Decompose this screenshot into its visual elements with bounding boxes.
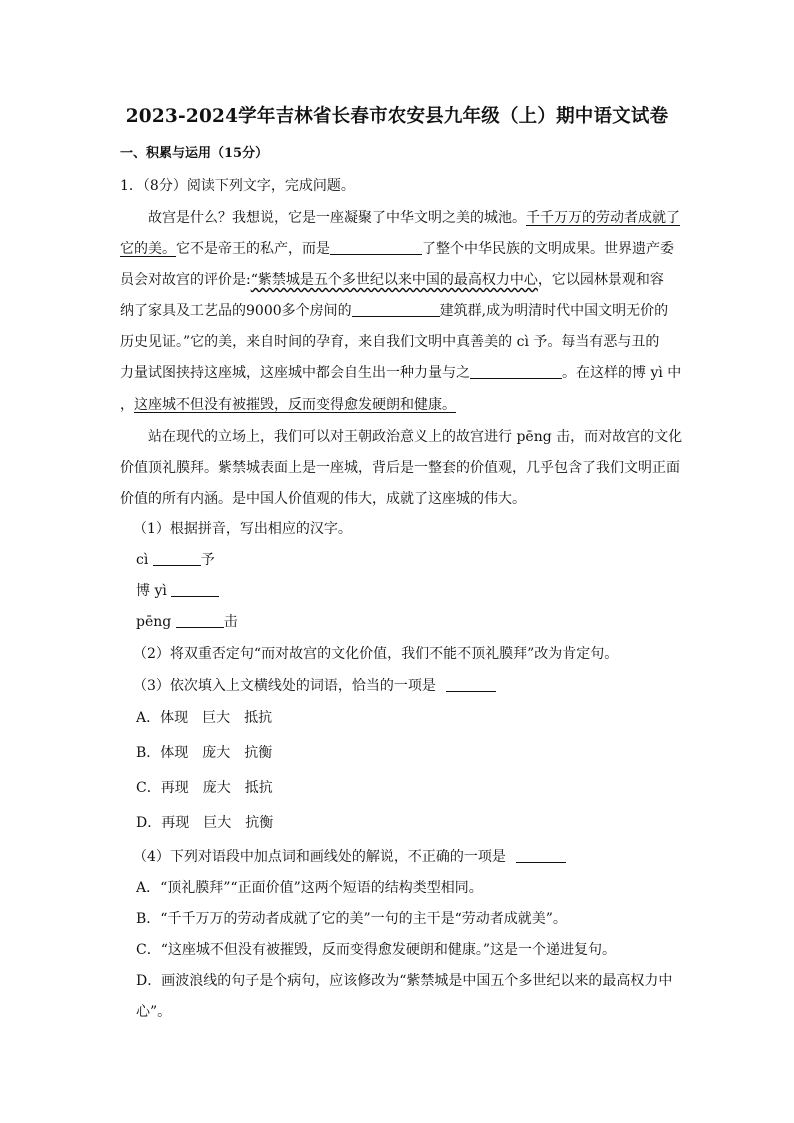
option-word: 体现 [160, 710, 189, 726]
answer-blank[interactable] [516, 847, 566, 863]
pinyin-item [136, 549, 215, 571]
option-a[interactable] [136, 707, 272, 729]
option-d-continued: 心”。 [136, 1004, 172, 1020]
passage-line [120, 362, 681, 384]
prompt-text: （4）下列对语段中加点词和画线处的解说，不正确的一项是 [133, 849, 506, 865]
underlined-text: 这座城不但没有被摧毁，反而变得愈发硬朗和健康。 [134, 397, 456, 413]
underlined-text: 它的美。 [120, 241, 176, 257]
pinyin-text: cì [136, 552, 149, 568]
pinyin-text: pēng [136, 614, 172, 630]
passage-text: 它不是帝王的私产，而是 [176, 241, 330, 257]
answer-blank[interactable] [171, 581, 219, 597]
option-word: 巨大 [202, 710, 231, 726]
passage-line [148, 207, 680, 229]
option-word: 再现 [160, 780, 189, 796]
passage-text: 故宫是什么？我想说，它是一座凝聚了中华文明之美的城池。 [148, 210, 526, 226]
passage-line [120, 300, 668, 322]
pinyin-text: 博 yì [136, 583, 167, 599]
option-word: 再现 [161, 815, 190, 831]
passage-text: 。在这样的博 yì 中 [562, 365, 682, 381]
section-heading: 一、积累与运用（15分） [120, 146, 269, 161]
wavy-underlined-text: “紫禁城是五个多世纪以来中国的最高权力中心 [250, 272, 538, 288]
passage-line: 价值顶礼膜拜。紫禁城表面上是一座城，背后是一整套的价值观，几乎包含了我们文明正面 [120, 460, 680, 476]
page-title: 2023-2024学年吉林省长春市农安县九年级（上）期中语文试卷 [125, 106, 669, 127]
question-stem: 1．（8分）阅读下列文字，完成问题。 [120, 178, 355, 194]
passage-line [120, 269, 664, 291]
option-c[interactable] [136, 777, 273, 799]
passage-text: 员会对故宫的评价是: [120, 272, 251, 288]
pinyin-suffix: 予 [200, 552, 215, 568]
answer-blank[interactable] [176, 612, 224, 628]
passage-line: 站在现代的立场上，我们可以对王朝政治意义上的故宫进行 pēng 击，而对故宫的文化 [148, 429, 683, 445]
option-d[interactable]: D．画波浪线的句子是个病句，应该修改为“紫禁城是中国五个多世纪以来的最高权力中 [136, 973, 673, 989]
option-label: D． [136, 815, 162, 831]
option-word: 庞大 [202, 780, 231, 796]
fill-blank[interactable] [470, 363, 562, 379]
option-word: 巨大 [203, 815, 232, 831]
option-label: A． [136, 710, 161, 726]
subquestion-2-prompt: （2）将双重否定句“而对故宫的文化价值，我们不能不顶礼膜拜”改为肯定句。 [133, 646, 619, 662]
prompt-text: （3）依次填入上文横线处的词语，恰当的一项是 [133, 678, 436, 694]
passage-line: 历史见证。”它的美，来自时间的孕育，来自我们文明中真善美的 cì 予。每当有恶与丑的 [120, 334, 660, 350]
answer-blank[interactable] [446, 676, 496, 692]
option-word: 抵抗 [244, 780, 273, 796]
option-word: 抵抗 [244, 710, 273, 726]
option-d[interactable] [136, 812, 273, 834]
pinyin-suffix: 击 [223, 614, 238, 630]
pinyin-item [136, 580, 219, 602]
option-word: 抗衡 [245, 815, 274, 831]
passage-text: 力量试图挟持这座城，这座城中都会自生出一种力量与之 [120, 365, 470, 381]
option-label: B． [136, 745, 161, 761]
passage-text: 纳了家具及工艺品的9000多个房间的 [120, 303, 352, 319]
fill-blank[interactable] [352, 301, 440, 317]
pinyin-item [136, 611, 238, 633]
option-word: 抗衡 [244, 745, 273, 761]
option-a[interactable]: A．“顶礼膜拜”“正面价值”这两个短语的结构类型相同。 [136, 880, 483, 896]
option-label: C． [136, 780, 161, 796]
passage-line [120, 238, 674, 260]
option-word: 庞大 [202, 745, 231, 761]
fill-blank[interactable] [330, 239, 422, 255]
option-b[interactable]: B．“千千万万的劳动者成就了它的美”一句的主干是“劳动者成就美”。 [136, 911, 567, 927]
option-word: 体现 [160, 745, 189, 761]
passage-text: 了整个中华民族的文明成果。世界遗产委 [422, 241, 674, 257]
subquestion-3-prompt [133, 675, 496, 697]
option-c[interactable]: C．“这座城不但没有被摧毁，反而变得愈发硬朗和健康。”这是一个递进复句。 [136, 942, 617, 958]
passage-line: 价值的所有内涵。是中国人价值观的伟大，成就了这座城的伟大。 [120, 491, 526, 507]
option-b[interactable] [136, 742, 272, 764]
passage-line [120, 394, 456, 416]
passage-text: ， [120, 397, 134, 413]
subquestion-1-prompt: （1）根据拼音，写出相应的汉字。 [133, 521, 352, 537]
passage-text: ，它以园林景观和容 [537, 272, 664, 288]
underlined-text: 千千万万的劳动者成就了 [526, 210, 680, 226]
answer-blank[interactable] [153, 550, 201, 566]
subquestion-4-prompt [133, 846, 566, 868]
passage-text: 建筑群,成为明清时代中国文明无价的 [439, 303, 669, 319]
